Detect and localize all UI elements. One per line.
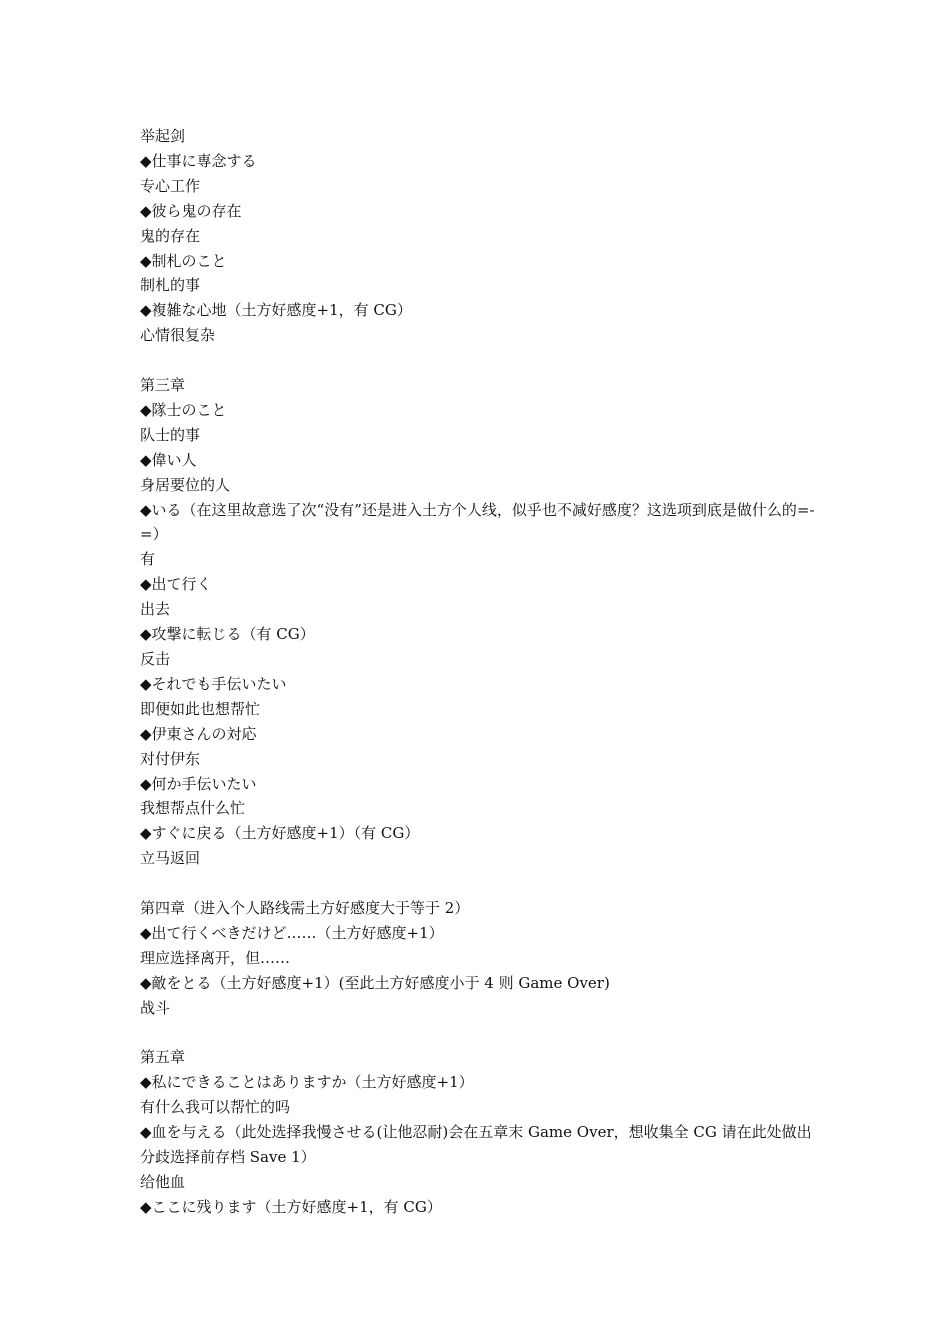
choice-line: ◆何か手伝いたい (140, 774, 257, 793)
choice-line: ◆すぐに戻る（土方好感度+1）（有 CG） (140, 824, 420, 843)
text-line: 战斗 (140, 998, 171, 1017)
choice-line: ◆制札のこと (140, 251, 227, 270)
choice-line: ◆出て行く (140, 575, 212, 594)
choice-line: ◆いる（在这里故意选了次“没有”还是进入土方个人线，似乎也不减好感度？这选项到底是做什么的=-=） (140, 500, 815, 544)
choice-line: ◆それでも手伝いたい (140, 674, 287, 693)
choice-line: ◆隊士のこと (140, 400, 227, 419)
blank-line (140, 348, 820, 373)
text-line: 反击 (140, 650, 171, 669)
choice-line: ◆出て行くべきだけど……（土方好感度+1） (140, 923, 444, 942)
chapter-heading: 第三章 (140, 376, 186, 395)
text-line: 我想帮点什么忙 (140, 799, 246, 818)
blank-line (140, 871, 820, 896)
walkthrough-text (140, 124, 820, 1220)
choice-line: ◆彼ら鬼の存在 (140, 201, 242, 220)
chapter-heading: 第四章（进入个人路线需土方好感度大于等于 2） (140, 899, 470, 918)
blank-line (140, 1021, 820, 1046)
chapter-heading: 第五章 (140, 1048, 186, 1067)
choice-line: ◆複雑な心地（土方好感度+1，有 CG） (140, 301, 412, 320)
choice-line: ◆私にできることはありますか（土方好感度+1） (140, 1073, 474, 1092)
text-line: 心情很复杂 (140, 326, 216, 345)
text-line: 即便如此也想帮忙 (140, 699, 261, 718)
text-line: 队士的事 (140, 425, 201, 444)
choice-line: ◆伊東さんの対応 (140, 724, 257, 743)
choice-line: ◆仕事に専念する (140, 151, 257, 170)
text-line: 有 (140, 550, 156, 569)
text-line: 举起剑 (140, 127, 186, 145)
text-line: 制札的事 (140, 276, 201, 295)
text-line: 有什么我可以帮忙的吗 (140, 1098, 291, 1117)
text-line: 鬼的存在 (140, 226, 201, 245)
text-line: 给他血 (140, 1173, 186, 1192)
text-line: 出去 (140, 600, 171, 619)
text-line: 专心工作 (140, 176, 201, 195)
text-line: 身居要位的人 (140, 475, 231, 494)
choice-line: ◆ここに残ります（土方好感度+1，有 CG） (140, 1197, 442, 1216)
choice-line: ◆偉い人 (140, 450, 197, 469)
text-line: 立马返回 (140, 849, 201, 868)
choice-line: ◆血を与える（此处选择我慢させる(让他忍耐)会在五章末 Game Over，想收集全 CG 请在此处做出分歧选择前存档 Save 1） (140, 1123, 812, 1167)
choice-line: ◆攻撃に転じる（有 CG） (140, 625, 315, 644)
text-line: 理应选择离开，但…… (140, 948, 291, 967)
choice-line: ◆敵をとる（土方好感度+1）(至此土方好感度小于 4 则 Game Over) (140, 973, 610, 992)
text-line: 对付伊东 (140, 749, 201, 768)
